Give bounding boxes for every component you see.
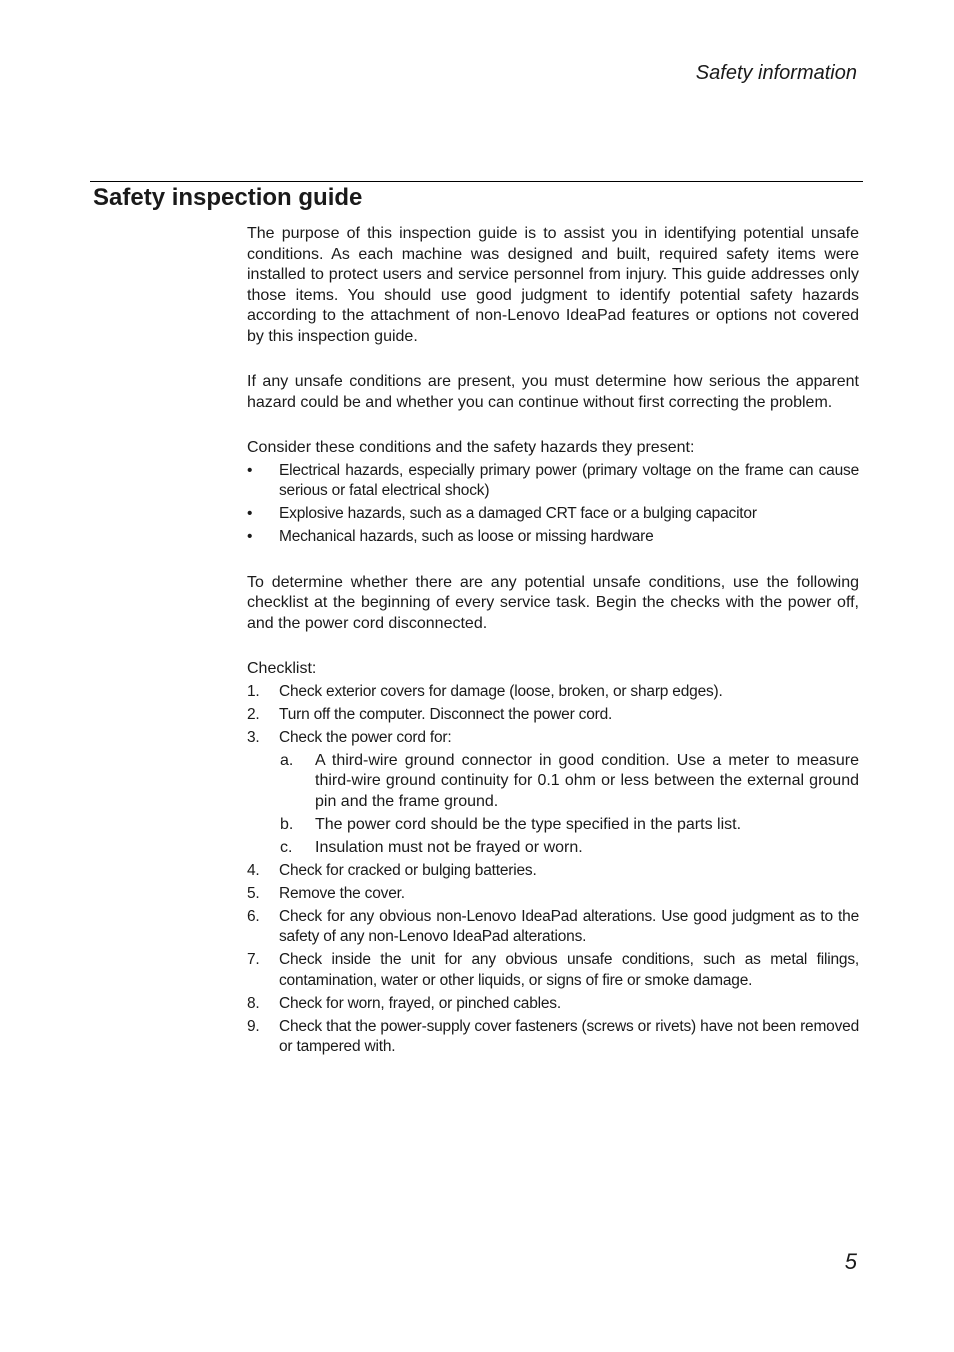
list-item: [247, 728, 859, 859]
bullet-marker: •: [247, 505, 253, 522]
list-item-text: Explosive hazards, such as a damaged CRT face or a bulging capacitor: [279, 505, 757, 522]
list-item: [247, 950, 859, 991]
list-item: [247, 461, 859, 502]
sublist-item: [279, 751, 859, 813]
list-number: 4.: [247, 861, 260, 879]
list-number: 3.: [247, 728, 260, 746]
section-body: [247, 224, 859, 1083]
list-number: 9.: [247, 1017, 260, 1035]
list-item: [247, 705, 859, 726]
list-item: [247, 907, 859, 948]
sublist-letter: a.: [280, 751, 294, 769]
running-header: Safety information: [695, 62, 857, 84]
list-item-text: Check for worn, frayed, or pinched cables.: [279, 994, 561, 1012]
list-item-text: Check exterior covers for damage (loose, broken, or sharp edges).: [279, 682, 723, 700]
list-number: 5.: [247, 884, 260, 902]
list-item-text: Remove the cover.: [279, 884, 405, 902]
list-item: [247, 504, 859, 525]
bullet-marker: •: [247, 461, 253, 479]
sublist-item-text: The power cord should be the type specified in the parts list.: [315, 815, 742, 833]
checklist: [247, 682, 859, 1058]
checklist-intro: Checklist:: [247, 660, 317, 677]
list-item: [247, 861, 859, 882]
sublist-item-text: Insulation must not be frayed or worn.: [315, 838, 583, 856]
page-number: 5: [844, 1249, 857, 1274]
list-item: [247, 884, 859, 905]
list-number: 8.: [247, 994, 260, 1012]
bullet-marker: •: [247, 528, 253, 545]
sublist-item: [279, 815, 859, 836]
list-item: [247, 527, 859, 548]
list-number: 1.: [247, 682, 260, 700]
section-title: Safety inspection guide: [93, 184, 363, 211]
list-item-text: Check that the power-supply cover fasteners (screws or rivets) have not been removed or tampered with.: [279, 1017, 859, 1055]
list-item-text: Check inside the unit for any obvious unsafe conditions, such as metal filings, contamination, water or other liquids, or signs of fire or smoke damage.: [279, 951, 859, 989]
list-item-text: Check the power cord for:: [279, 728, 452, 746]
list-item: [247, 682, 859, 703]
power-cord-sublist: [279, 751, 859, 859]
list-number: 7.: [247, 951, 260, 968]
list-item-text: Turn off the computer. Disconnect the power cord.: [279, 705, 613, 723]
list-number: 6.: [247, 907, 260, 925]
hazards-intro: Consider these conditions and the safety hazards they present:: [247, 439, 695, 456]
list-number: 2.: [247, 705, 260, 723]
sublist-item-text: A third-wire ground connector in good condition. Use a meter to measure third-wire ground continuity for 0.1 ohm or less between the external ground pin and the frame ground.: [315, 751, 859, 810]
list-item-text: Electrical hazards, especially primary power (primary voltage on the frame can cause serious or fatal electrical shock): [279, 461, 859, 499]
hazards-list: [247, 461, 859, 548]
sublist-letter: c.: [280, 838, 293, 856]
list-item-text: Check for cracked or bulging batteries.: [279, 861, 537, 879]
sublist-letter: b.: [280, 815, 294, 833]
list-item: [247, 1017, 859, 1058]
list-item: [247, 994, 859, 1015]
list-item-text: Mechanical hazards, such as loose or missing hardware: [279, 528, 654, 545]
unsafe-conditions-paragraph: If any unsafe conditions are present, you must determine how serious the apparent hazard could be and whether you can continue without first correcting the problem.: [247, 373, 859, 411]
list-item-text: Check for any obvious non-Lenovo IdeaPad alterations. Use good judgment as to the safety of any non-Lenovo IdeaPad alterations.: [279, 907, 859, 945]
determine-paragraph: To determine whether there are any potential unsafe conditions, use the following checklist at the beginning of every service task. Begin the checks with the power off, and the power cord disconnected.: [247, 573, 859, 632]
intro-paragraph: The purpose of this inspection guide is to assist you in identifying potential unsafe conditions. As each machine was designed and built, required safety items were installed to protect users and service personnel from injury. This guide addresses only those items. You should use good judgment to identify potential safety hazards according to the attachment of non-Lenovo IdeaPad features or options not covered by this inspection guide.: [247, 225, 859, 345]
sublist-item: [279, 838, 859, 859]
